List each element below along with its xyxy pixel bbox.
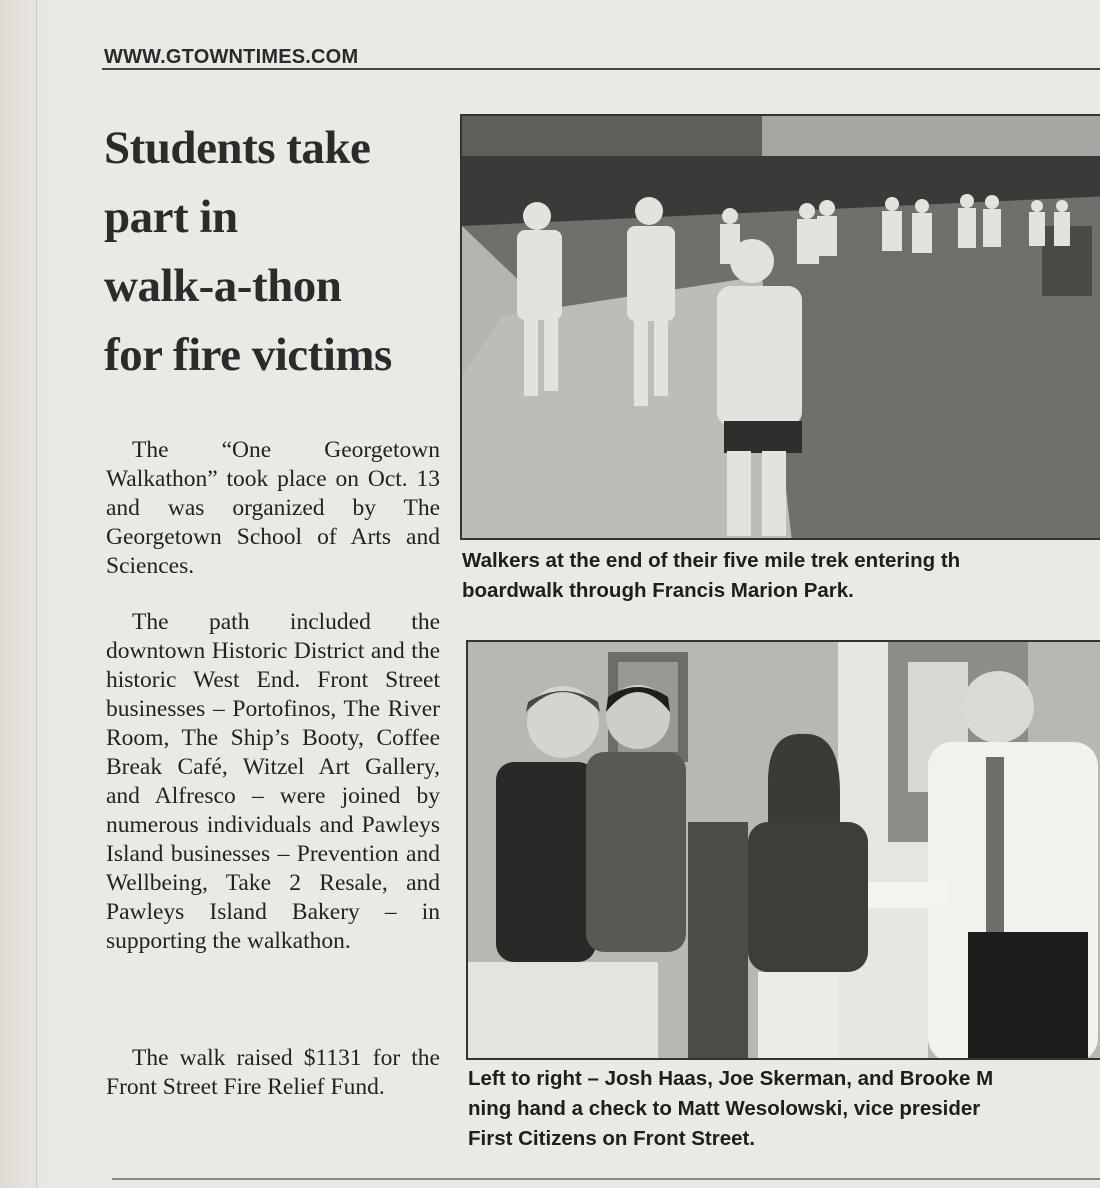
caption-line: First Citizens on Front Street.	[468, 1127, 756, 1150]
paper-fold-margin	[0, 0, 70, 1188]
headline-line: part in	[104, 191, 238, 243]
walkers-photo	[460, 114, 1100, 540]
headline-line: Students take	[104, 122, 371, 174]
paragraph-text: The walk raised $1131 for the Front Street Fire Relief Fund.	[106, 1045, 440, 1100]
fold-crease	[36, 0, 37, 1188]
headline-line: for fire victims	[104, 329, 392, 381]
check-presentation-photo	[466, 640, 1100, 1060]
bottom-rule	[112, 1178, 1100, 1180]
paragraph-text: The “One Georgetown Walkathon” took place on Oct. 13 and was organized by The Georgetown School of Arts and Sciences.	[106, 437, 440, 579]
check-photo-caption	[468, 1064, 1100, 1154]
masthead-rule	[102, 68, 1100, 70]
walkers-photo-image	[462, 116, 1100, 540]
check-presentation-photo-image	[468, 642, 1100, 1060]
paragraph-text: The path included the downtown Historic District and the historic West End. Front Street businesses – Portofinos, The River Room, The Ship’s Booty, Coffee Break Café, Witzel Art Gallery, and Alfresco – were joined by numerous individuals and Pawleys Island businesses – Prevention and Wellbeing, Take 2 Resale, and Pawleys Island Bakery – in supporting the walkathon.	[106, 609, 440, 954]
masthead-website: WWW.GTOWNTIMES.COM	[104, 46, 359, 68]
article-headline	[104, 114, 454, 390]
walkers-photo-caption	[462, 546, 1100, 606]
caption-line: ning hand a check to Matt Wesolowski, vice presider	[468, 1097, 981, 1120]
caption-line: Left to right – Josh Haas, Joe Skerman, and Brooke M	[468, 1067, 994, 1090]
article-paragraph-1	[106, 436, 440, 581]
article-paragraph-2	[106, 608, 440, 956]
article-paragraph-3	[106, 1044, 440, 1102]
caption-line: boardwalk through Francis Marion Park.	[462, 579, 854, 602]
headline-line: walk-a-thon	[104, 260, 342, 312]
caption-line: Walkers at the end of their five mile trek entering th	[462, 549, 961, 572]
